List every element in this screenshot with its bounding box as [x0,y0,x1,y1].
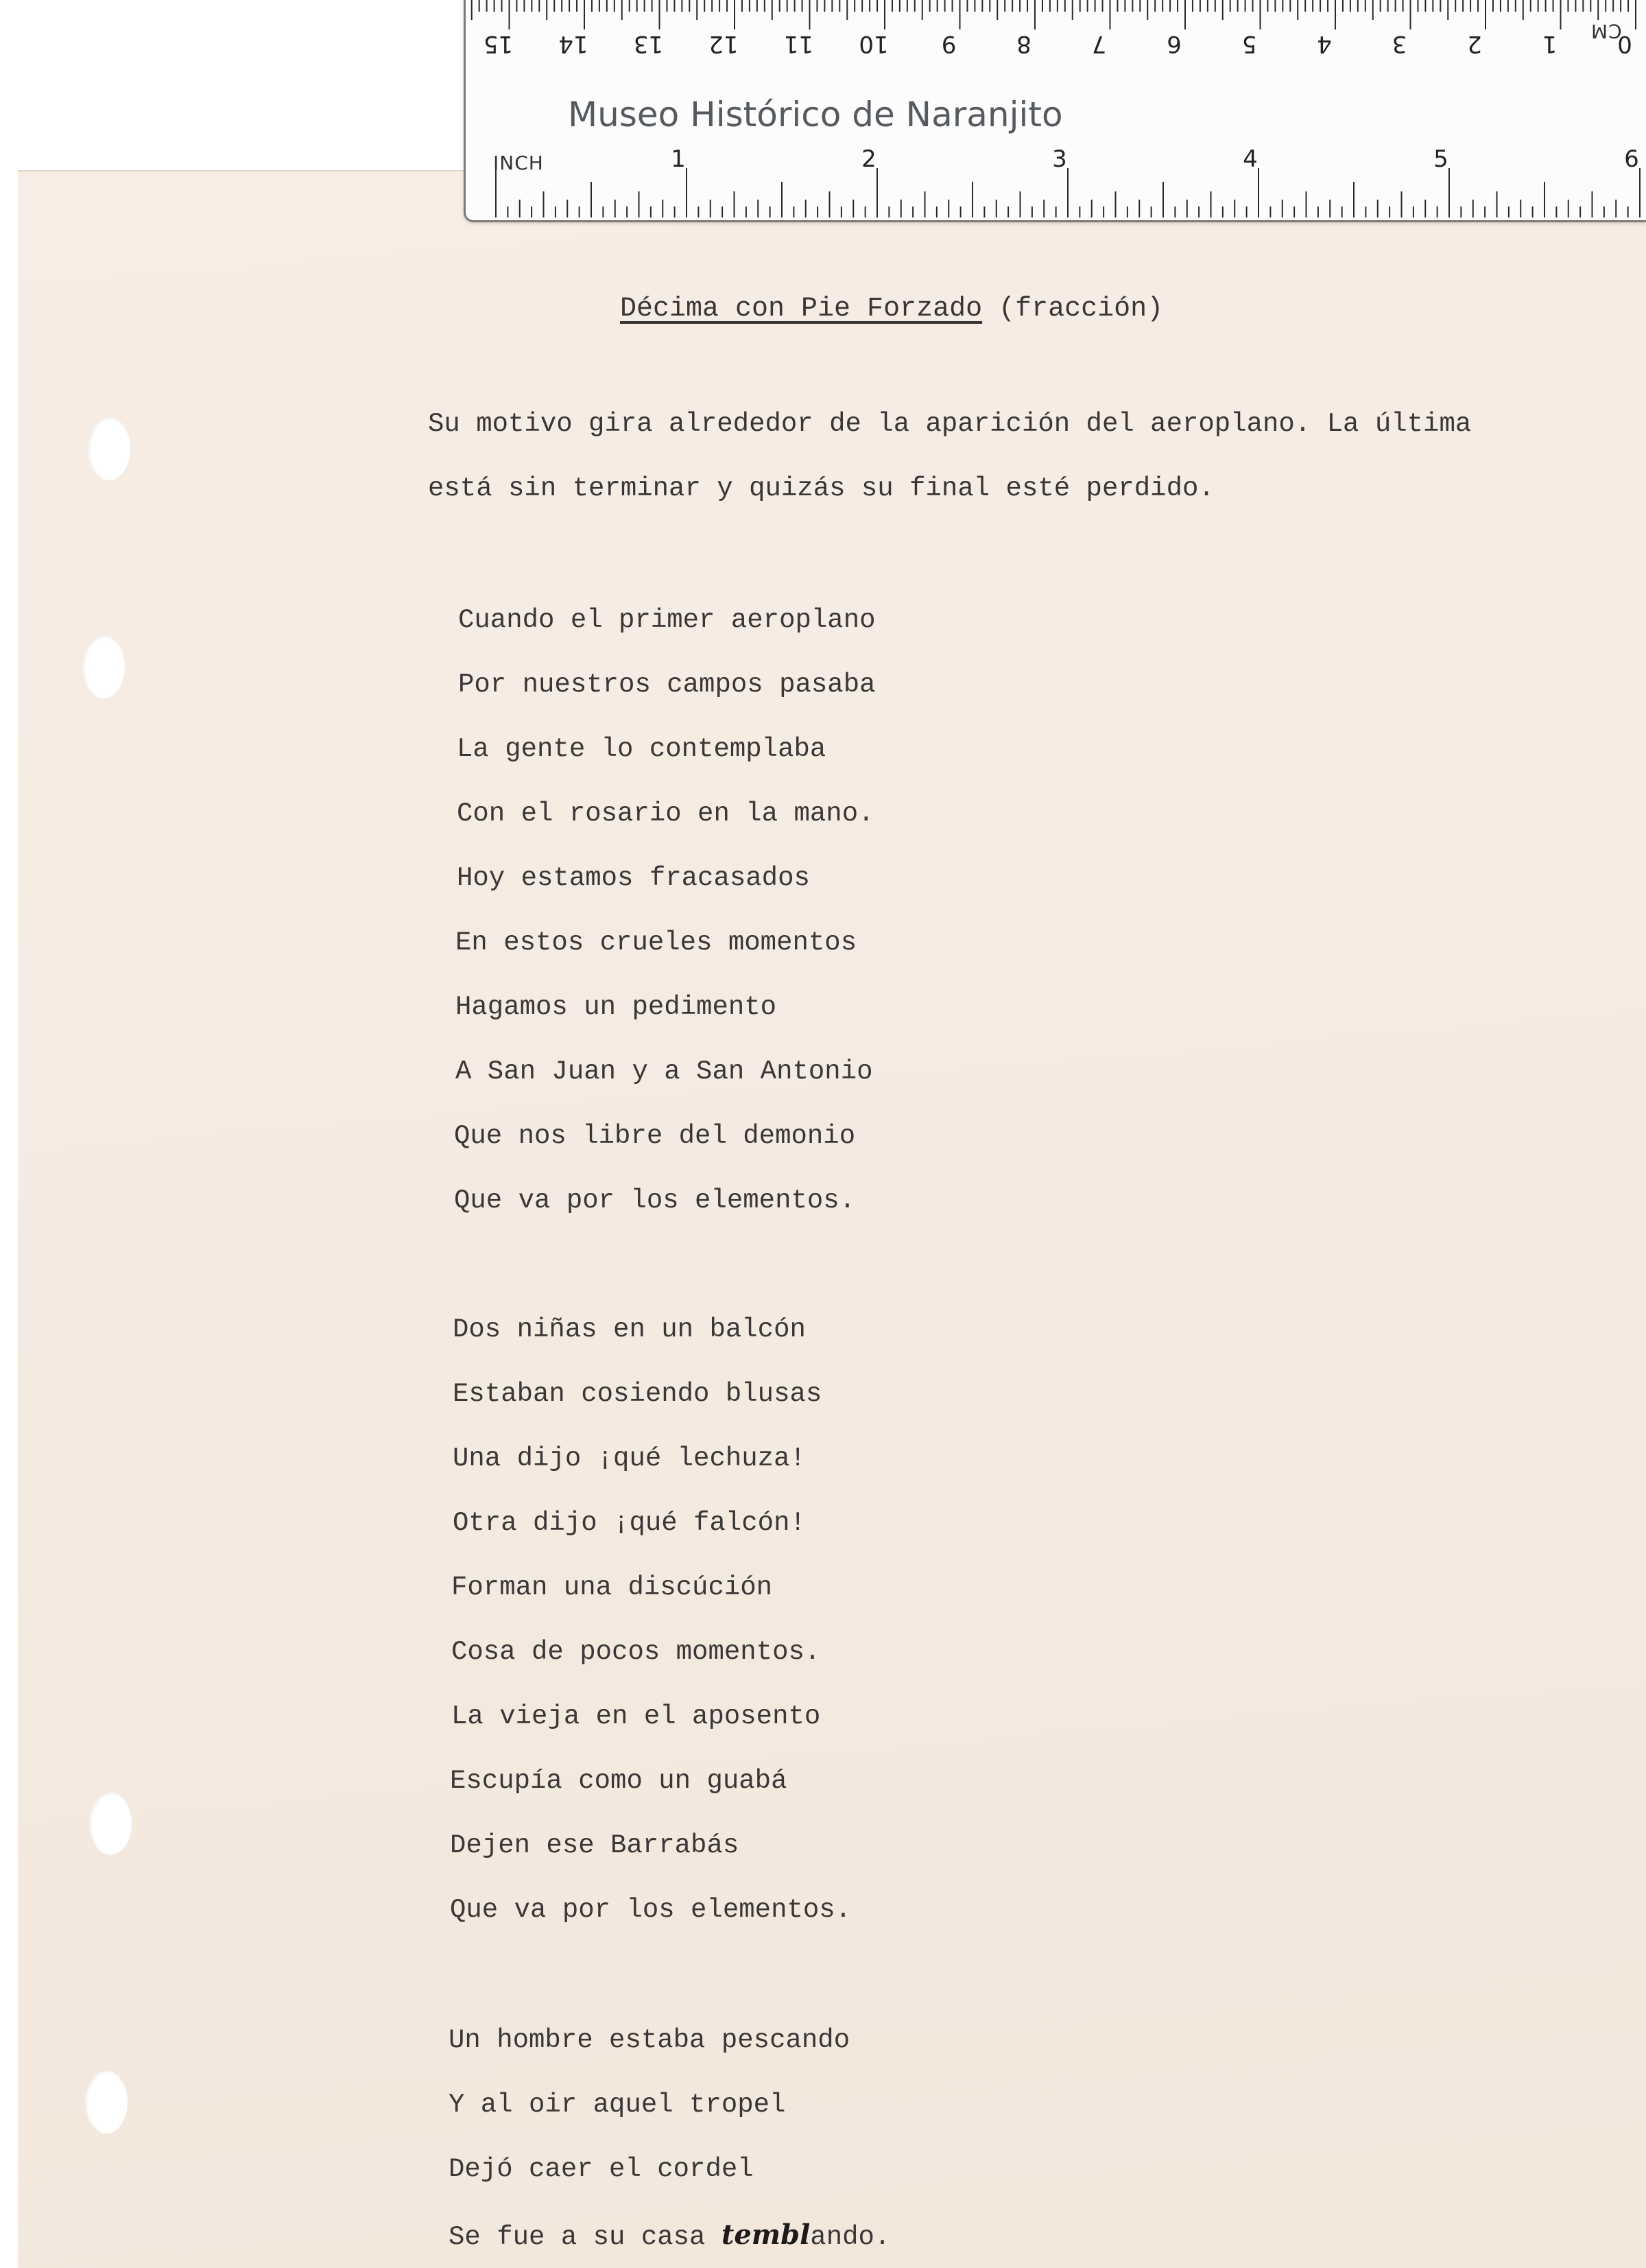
verse-line: Escupía como un guabá [450,1766,787,1796]
punch-hole-2 [82,635,125,698]
cm-number: 13 [633,30,664,58]
verse-line: Y al oir aquel tropel [449,2090,786,2120]
verse-line: Hagamos un pedimento [455,992,777,1022]
verse-line: La vieja en el aposento [451,1701,821,1732]
cm-number: 15 [483,30,514,58]
verse-line: Por nuestros campos pasaba [458,670,876,700]
verse-line: Un hombre estaba pescando [449,2025,850,2055]
verse-line: Estaban cosiendo blusas [453,1379,822,1409]
cm-number: 7 [1091,30,1107,58]
cm-unit-label: CM [1590,20,1622,43]
cm-number: 14 [558,30,588,58]
cm-number: 8 [1016,30,1031,58]
verse-line: Que nos libre del demonio [454,1121,856,1151]
punch-hole-4 [85,2070,128,2134]
title-main: Décima con Pie Forzado [620,294,983,324]
cm-number: 9 [941,30,957,58]
punch-hole-3 [89,1792,132,1855]
cm-number: 5 [1241,30,1257,58]
inch-number: 3 [1052,145,1067,173]
verse-line: La gente lo contemplaba [457,734,826,764]
inch-number: 4 [1243,145,1258,173]
verse-line: Dejó caer el cordel [449,2154,754,2184]
verse-line: Cosa de pocos momentos. [451,1637,821,1667]
document-title [620,294,1163,324]
intro-line-1: Su motivo gira alrededor de la aparición del aeroplano. La última [428,409,1472,439]
verse-line: Otra dijo ¡qué falcón! [453,1508,806,1538]
verse-line: Hoy estamos fracasados [457,863,810,893]
cm-number: 0 [1617,30,1632,58]
verse-line: Una dijo ¡qué lechuza! [453,1443,806,1474]
verse-line: En estos crueles momentos [455,928,857,958]
museum-watermark: Museo Histórico de Naranjito [568,95,1063,134]
handwritten-correction: tembl [721,2219,811,2251]
verse-line-handwritten-correction [449,2219,890,2252]
cm-number: 1 [1542,30,1558,58]
verse-prefix: Se fue a su casa [449,2222,721,2252]
verse-line: Que va por los elementos. [450,1895,852,1925]
verse-line: Dos niñas en un balcón [453,1314,806,1345]
verse-line: A San Juan y a San Antonio [455,1056,873,1087]
verse-line: Que va por los elementos. [454,1185,856,1216]
cm-number: 6 [1167,30,1182,58]
cm-number: 12 [708,30,739,58]
verse-line: Cuando el primer aeroplano [458,605,876,635]
cm-number: 3 [1392,30,1407,58]
cm-number: 11 [783,30,814,58]
punch-hole-1 [88,417,130,480]
inch-number: 5 [1433,145,1448,173]
title-suffix: (fracción) [999,294,1164,324]
cm-number: 4 [1317,30,1332,58]
verse-line: Dejen ese Barrabás [450,1830,739,1861]
inch-number: 2 [861,145,876,173]
verse-line: Con el rosario en la mano. [457,799,874,829]
verse-line: Forman una discúción [451,1572,773,1603]
intro-line-2: está sin terminar y quizás su final esté perdido. [428,473,1215,504]
cm-number: 10 [859,30,889,58]
verse-suffix: ando. [810,2222,891,2252]
inch-number: 6 [1624,145,1639,173]
cm-number: 2 [1467,30,1482,58]
inch-unit-label: INCH [493,152,544,174]
inch-number: 1 [671,145,686,173]
